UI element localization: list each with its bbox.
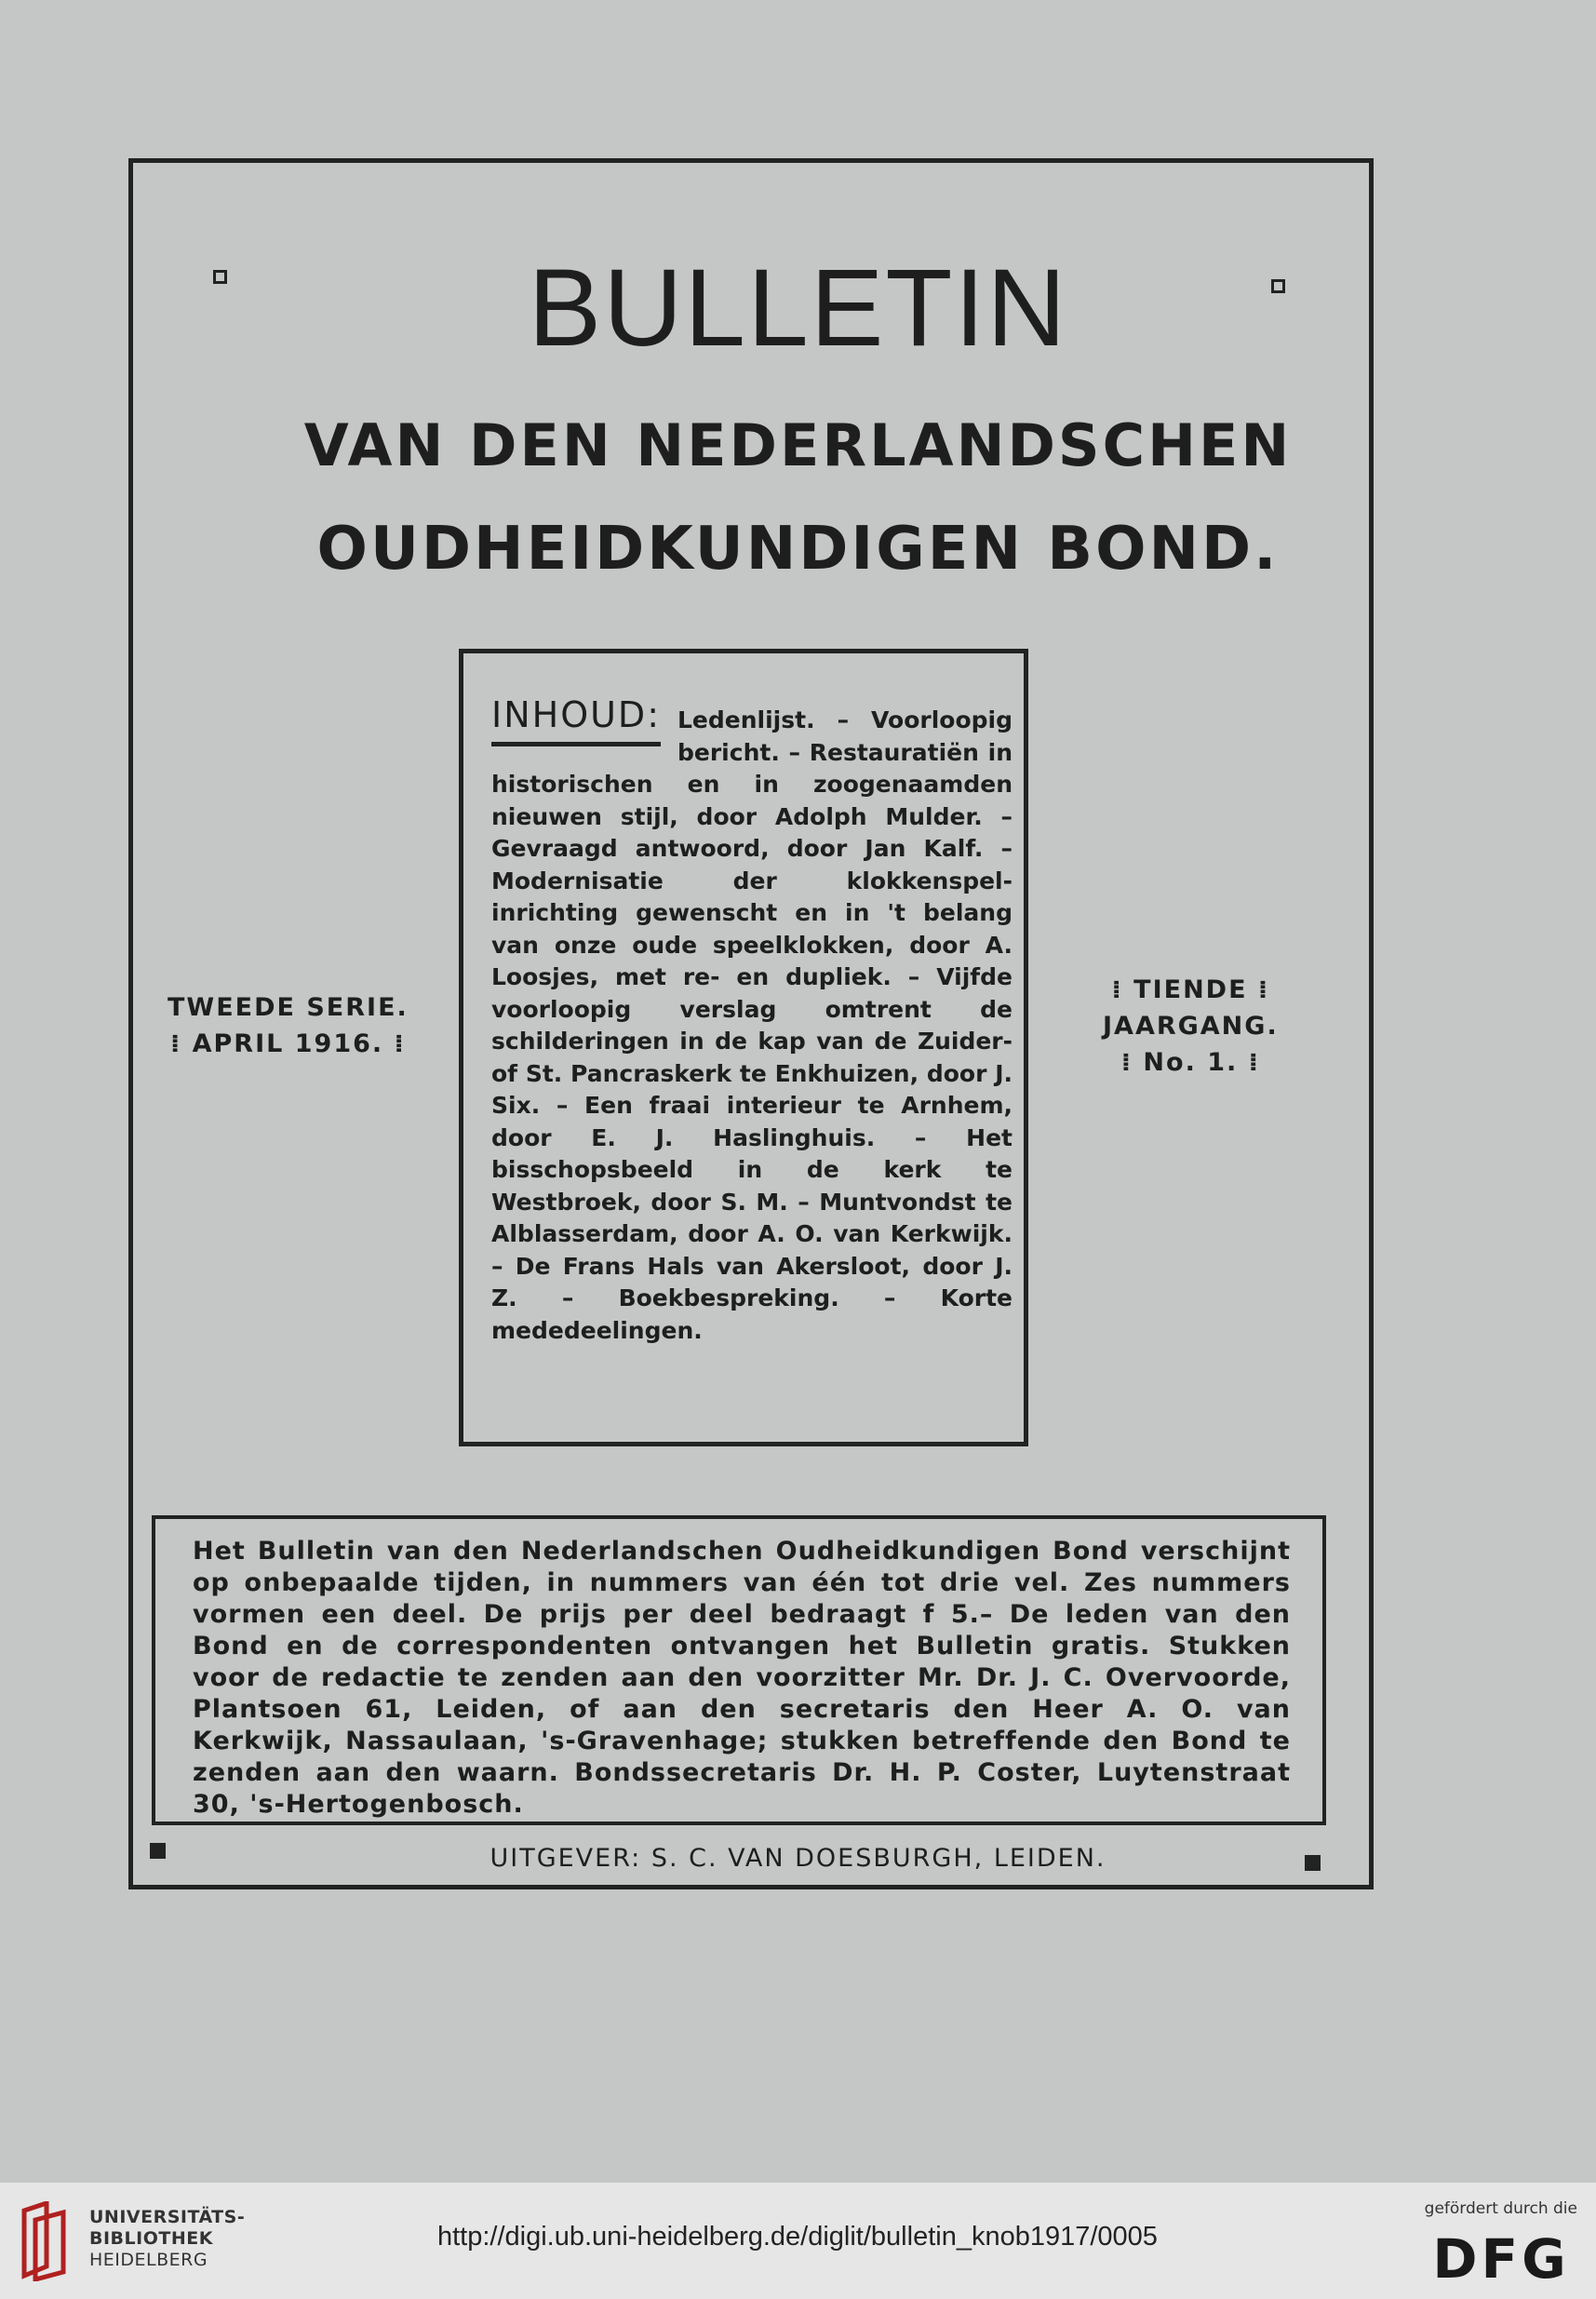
publisher-line: UITGEVER: S. C. VAN DOESBURGH, LEIDEN.	[490, 1844, 1106, 1873]
issue-number	[1103, 1044, 1279, 1081]
volume-label: JAARGANG.	[1103, 1012, 1279, 1041]
bullet-icon: ⁞	[169, 1029, 193, 1058]
permalink-url[interactable]: http://digi.ub.uni-heidelberg.de/diglit/bulletin_knob1917/0005	[437, 2222, 1158, 2252]
contents-heading: INHOUD:	[491, 697, 661, 746]
bullet-icon: ⁞	[383, 1029, 406, 1058]
series-label: TWEEDE SERIE.	[168, 993, 409, 1022]
subscription-info-text: Het Bulletin van den Nederlandschen Oudheidkundigen Bond verschijnt op onbepaalde tijden, in nummers van één tot drie vel. Zes nummers vormen een deel. De prijs per deel bedraagt f 5.– De leden van den Bond en de correspondenten ontvangen het Bulletin gratis. Stukken voor de redactie te zenden aan den voorzitter Mr. Dr. J. C. Overvoorde, Plantsoen 61, Leiden, of aan den secretaris den Heer A. O. van Kerkwijk, Nassaulaan, 's-Gravenhage; stukken betreffende den Bond te zenden aan den waarn. Bondssecretaris Dr. H. P. Coster, Luytenstraat 30, 's-Hertogenbosch.	[193, 1537, 1291, 1819]
volume-info	[1103, 972, 1279, 1081]
journal-title: BULLETIN	[528, 247, 1068, 370]
journal-subtitle-line2: OUDHEIDKUNDIGEN BOND.	[316, 515, 1280, 584]
bullet-icon: ⁞	[1120, 1048, 1144, 1077]
dfg-logo-icon	[1427, 2227, 1576, 2285]
dfg-logo-text: DFG	[1432, 2227, 1570, 2285]
contents-inner	[491, 694, 1013, 1347]
volume-year-text: TIENDE	[1133, 975, 1248, 1004]
contents-text: Ledenlijst. – Voorloopig bericht. – Restauratiën in historischen en in zoogenaamden nieuwen stijl, door Adolph Mulder. – Gevraagd antwoord, door Jan Kalf. – Modernisatie der klokkenspel-inrichting gewenscht en in 't belang van onze oude speelklokken, door A. Loosjes, met re- en dupliek. – Vijfde voorloopig verslag omtrent de schilderingen in de kap van de Zuider- of St. Pancraskerk te Enkhuizen, door J. Six. – Een fraai interieur te Arnhem, door E. J. Haslinghuis. – Het bisschopsbeeld in de kerk te Westbroek, door S. M. – Muntvondst te Alblasserdam, door A. O. van Kerkwijk. – De Frans Hals van Akersloot, door J. Z. – Boekbespreking. – Korte mededeelingen.	[491, 706, 1013, 1344]
funding-label: gefördert durch die	[1424, 2199, 1577, 2218]
subscription-info-box	[152, 1515, 1326, 1825]
library-name-line3: HEIDELBERG	[89, 2250, 208, 2270]
contents-box	[459, 649, 1028, 1446]
digitization-footer	[0, 2183, 1596, 2299]
bullet-icon: ⁞	[1247, 975, 1270, 1004]
library-name-line1: UNIVERSITÄTS-	[89, 2207, 246, 2227]
volume-year	[1103, 972, 1279, 1008]
bullet-icon: ⁞	[1238, 1048, 1260, 1077]
issue-date-text: APRIL 1916.	[192, 1029, 384, 1058]
bullet-icon: ⁞	[1111, 975, 1134, 1004]
library-logo-icon	[19, 2201, 76, 2281]
series-info	[168, 989, 409, 1062]
issue-number-text: No. 1.	[1143, 1048, 1239, 1077]
journal-subtitle-line1: VAN DEN NEDERLANDSCHEN	[303, 411, 1293, 479]
issue-date	[168, 1026, 409, 1062]
library-name-line2: BIBLIOTHEK	[89, 2228, 213, 2249]
library-name	[89, 2207, 245, 2271]
